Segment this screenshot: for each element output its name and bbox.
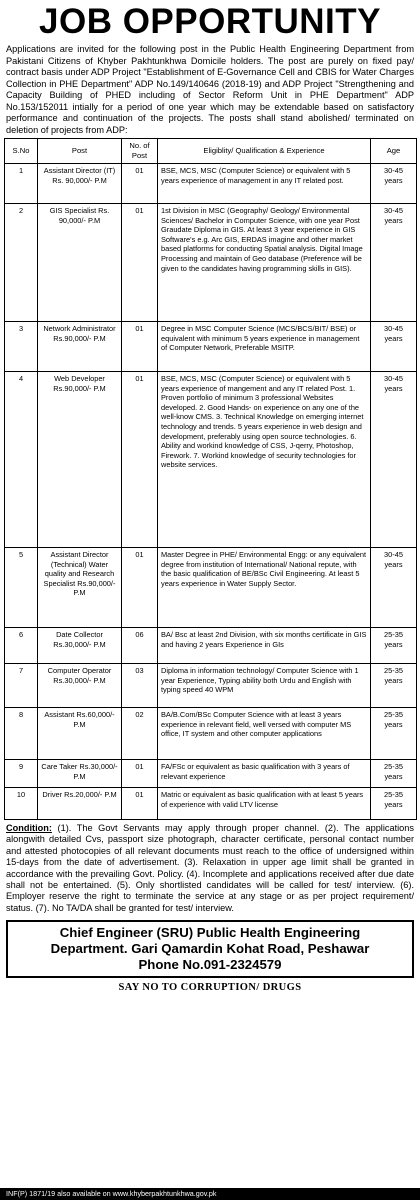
- row-qualification: Matric or equivalent as basic qualification with at least 5 years of experience with valid LTV license: [158, 788, 371, 820]
- header-num-posts: No. of Post: [122, 139, 158, 164]
- row-post: Care Taker Rs.30,000/- P.M: [38, 760, 122, 788]
- table-header-row: [5, 139, 417, 164]
- row-post: Assistant Rs.60,000/- P.M: [38, 708, 122, 760]
- row-num-posts: 01: [122, 164, 158, 204]
- table-row: [5, 628, 417, 664]
- row-qualification: BSE, MCS, MSC (Computer Science) or equivalent with 5 years experience of management in any IT related post.: [158, 164, 371, 204]
- row-sno: 8: [5, 708, 38, 760]
- header-post: Post: [38, 139, 122, 164]
- conditions: [6, 823, 414, 914]
- conditions-text: (1). The Govt Servants may apply through proper channel. (2). The applications alongwith detailed Cvs, passport size photograph, character certificate, personal contact number and attested photocopies of all relevant documents must reach to the office of undersigned within 15-days from the date of advertisement. (3). Relaxation in upper age limit shall be granted in accordance with the prevailing Govt. Policy. (4). Incomplete and applications received after due date shall not be entertained. (5). Only shortlisted candidates will be called for test/ interview. (6). Employer reserve the right to terminate the service at any stage or as per project requirement/ status. (7). No TA/DA shall be granted for test/ interview.: [6, 823, 414, 913]
- header-qualification: Eligiblity/ Qualification & Experience: [158, 139, 371, 164]
- contact-line-2: Department. Gari Qamardin Kohat Road, Peshawar: [50, 941, 370, 957]
- row-num-posts: 01: [122, 548, 158, 628]
- conditions-label: Condition:: [6, 823, 52, 833]
- row-qualification: BA/B.Com/BSc Computer Science with at least 3 years experience in relevant field, well versed with computer MS office, IT system and other computer applications: [158, 708, 371, 760]
- row-qualification: Degree in MSC Computer Science (MCS/BCS/BIT/ BSE) or equivalent with minimum 5 years experience in management of Computer Network, Preferable MSITP.: [158, 322, 371, 372]
- row-age: 25-35 years: [371, 788, 417, 820]
- row-num-posts: 01: [122, 322, 158, 372]
- row-sno: 6: [5, 628, 38, 664]
- row-post: Driver Rs.20,000/- P.M: [38, 788, 122, 820]
- row-post: Computer Operator Rs.30,000/- P.M: [38, 664, 122, 708]
- contact-box: [6, 920, 414, 978]
- row-age: 25-35 years: [371, 628, 417, 664]
- row-num-posts: 01: [122, 788, 158, 820]
- row-num-posts: 01: [122, 204, 158, 322]
- table-row: [5, 322, 417, 372]
- row-age: 30-45 years: [371, 322, 417, 372]
- row-sno: 1: [5, 164, 38, 204]
- page-title: JOB OPPORTUNITY: [39, 2, 381, 41]
- row-qualification: Diploma in information technology/ Computer Science with 1 year Experience, Typing ability both Urdu and English with typing speed 40 WPM: [158, 664, 371, 708]
- row-sno: 7: [5, 664, 38, 708]
- row-num-posts: 06: [122, 628, 158, 664]
- row-post: GIS Specialist Rs. 90,000/- P.M: [38, 204, 122, 322]
- row-num-posts: 01: [122, 372, 158, 548]
- row-qualification: 1st Division in MSC (Geography/ Geology/ Environmental Sciences/ Bachelor in Computer Science, with one year Post Graudate Diploma in GIS. At least 3 year experience in GIS Software's e.g. Arc GIS, ERDAS imagine and other market based platforms for conducting Spatial analysis. Digital Image Processing and maintain of Geo database (Preference will be given to the candidates having programming skills in GIS).: [158, 204, 371, 322]
- row-age: 25-35 years: [371, 664, 417, 708]
- table-row: [5, 760, 417, 788]
- table-row: [5, 708, 417, 760]
- intro-paragraph: Applications are invited for the following post in the Public Health Engineering Department from Pakistani Citizens of Khyber Pakhtunkhwa Domicile holders. The post are purely on fixed pay/ contract basis under ADP Project "Establishment of E-Governance Cell and CBIS for Water Charges Collection in PHE Department" ADP No.149/140646 (2018-19) and ADP Project "Strengthening and Capacity Building of PHED including of Sector Reform Unit in PHE Department" ADP No.153/152011 intially for a period of one year which may be extendable based on satisfactory performance and continuation of the projects. The posts shall stand abolished/ terminated on deletion of projects from ADP:: [6, 44, 414, 135]
- row-age: 30-45 years: [371, 164, 417, 204]
- row-post: Date Collector Rs.30,000/- P.M: [38, 628, 122, 664]
- row-post: Web Developer Rs.90,000/- P.M: [38, 372, 122, 548]
- row-qualification: BSE, MCS, MSC (Computer Science) or equivalent with 5 years experience of mangement and any IT related Post. 1. Proven portfolio of minimum 3 professional Websites developed. 2. Good Hands- on experience on any one of the well-know CMS. 3. Technical Knowledge on emerging internet technology and trends. 5 years experience in web design and development, preferably using open source technologies. 6. Ability and workind knowledge of CSS, J-qerry, Photoshop, Firework. 7. Workind knowledge of security technologies for website services.: [158, 372, 371, 548]
- table-row: [5, 204, 417, 322]
- row-sno: 9: [5, 760, 38, 788]
- row-num-posts: 01: [122, 760, 158, 788]
- row-age: 30-45 years: [371, 548, 417, 628]
- contact-line-1: Chief Engineer (SRU) Public Health Engineering: [59, 925, 361, 941]
- row-age: 30-45 years: [371, 372, 417, 548]
- row-age: 25-35 years: [371, 760, 417, 788]
- table-row: [5, 372, 417, 548]
- table-row: [5, 548, 417, 628]
- row-num-posts: 02: [122, 708, 158, 760]
- table-row: [5, 788, 417, 820]
- table-row: [5, 664, 417, 708]
- row-qualification: FA/FSc or equivalent as basic qualification with 3 years of relevant experience: [158, 760, 371, 788]
- table-row: [5, 164, 417, 204]
- header-sno: S.No: [5, 139, 38, 164]
- row-post: Network Administrator Rs.90,000/- P.M: [38, 322, 122, 372]
- row-sno: 5: [5, 548, 38, 628]
- row-qualification: BA/ Bsc at least 2nd Division, with six months certificate in GIS and having 2 years Experience in GIs: [158, 628, 371, 664]
- row-post: Assistant Director (Technical) Water quality and Research Specialist Rs.90,000/- P.M: [38, 548, 122, 628]
- row-post: Assistant Director (IT) Rs. 90,000/- P.M: [38, 164, 122, 204]
- contact-phone: Phone No.091-2324579: [138, 957, 282, 973]
- row-num-posts: 03: [122, 664, 158, 708]
- row-sno: 10: [5, 788, 38, 820]
- row-qualification: Master Degree in PHE/ Environmental Engg: or any equivalent degree from institution of International/ National repute, with the basic qualification of BE/BSc Civil Engineering. At least 5 years experience in Water Supply Sector.: [158, 548, 371, 628]
- row-sno: 4: [5, 372, 38, 548]
- header-age: Age: [371, 139, 417, 164]
- row-age: 25-35 years: [371, 708, 417, 760]
- row-age: 30-45 years: [371, 204, 417, 322]
- row-sno: 2: [5, 204, 38, 322]
- posts-table: [4, 138, 417, 820]
- bottom-bar: INF(P) 1871/19 also available on www.khyberpakhtunkhwa.gov.pk: [0, 1188, 420, 1200]
- anti-corruption-slogan: SAY NO TO CORRUPTION/ DRUGS: [118, 982, 302, 994]
- row-sno: 3: [5, 322, 38, 372]
